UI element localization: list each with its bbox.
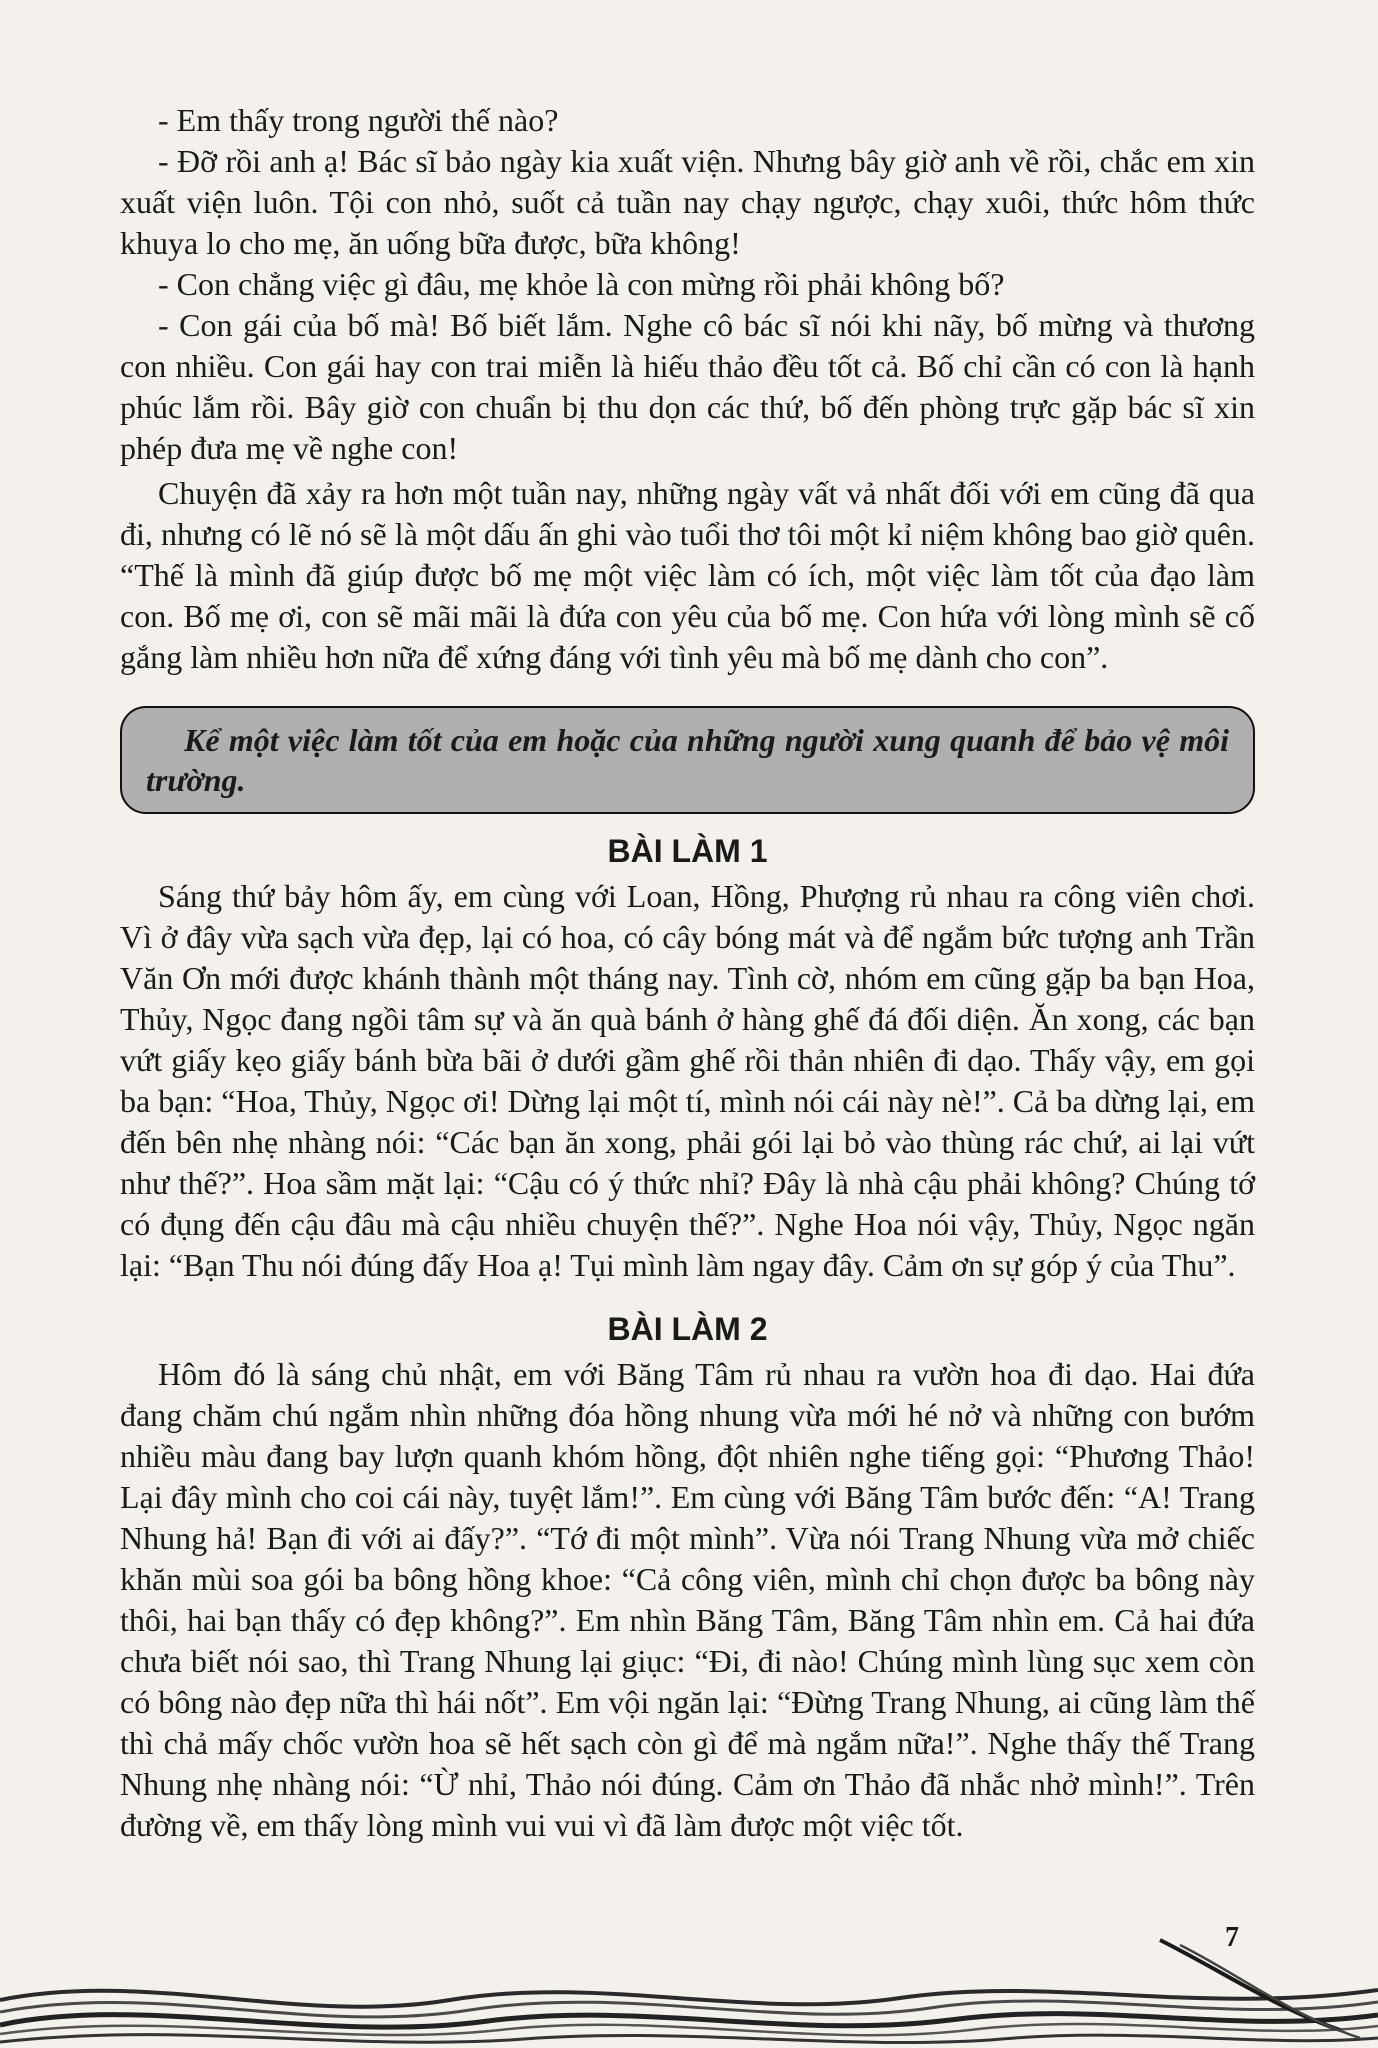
page-number: 7 [1225,1922,1239,1953]
essay2-heading: BÀI LÀM 2 [607,1311,768,1347]
page-content [120,100,1255,1846]
essay1-heading: BÀI LÀM 1 [607,833,768,869]
task-prompt: Kể một việc làm tốt của em hoặc của những người xung quanh để bảo vệ môi trường. [146,722,1229,798]
dialog-block [120,100,1255,469]
dialog-line: - Đỡ rồi anh ạ! Bác sĩ bảo ngày kia xuất viện. Nhưng bây giờ anh về rồi, chắc em xin xuất viện luôn. Tội con nhỏ, suốt cả tuần nay chạy ngược, chạy xuôi, thức hôm thức khuya lo cho mẹ, ăn uống bữa được, bữa không! [120,143,1255,261]
dialog-line: - Em thấy trong người thế nào? [158,102,559,138]
footer-wave-decoration [0,1930,1378,2048]
dialog-line: - Con gái của bố mà! Bố biết lắm. Nghe cô bác sĩ nói khi nãy, bố mừng và thương con nhiều. Con gái hay con trai miễn là hiếu thảo đều tốt cả. Bố chỉ cần có con là hạnh phúc lắm rồi. Bây giờ con chuẩn bị thu dọn các thứ, bố đến phòng trực gặp bác sĩ xin phép đưa mẹ về nghe con! [120,307,1255,466]
closing-paragraph: Chuyện đã xảy ra hơn một tuần nay, những ngày vất vả nhất đối với em cũng đã qua đi, nhưng có lẽ nó sẽ là một dấu ấn ghi vào tuổi thơ tôi một kỉ niệm không bao giờ quên. “Thế là mình đã giúp được bố mẹ một việc làm có ích, một việc làm tốt của đạo làm con. Bố mẹ ơi, con sẽ mãi mãi là đứa con yêu của bố mẹ. Con hứa với lòng mình sẽ cố gắng làm nhiều hơn nữa để xứng đáng với tình yêu mà bố mẹ dành cho con”. [120,475,1255,675]
task-box [120,706,1255,814]
dialog-line: - Con chẳng việc gì đâu, mẹ khỏe là con mừng rồi phải không bố? [158,266,1005,302]
essay2-text: Hôm đó là sáng chủ nhật, em với Băng Tâm rủ nhau ra vườn hoa đi dạo. Hai đứa đang chăm chú ngắm nhìn những đóa hồng nhung vừa mới hé nở và những con bướm nhiều màu đang bay lượn quanh khóm hồng, đột nhiên nghe tiếng gọi: “Phương Thảo! Lại đây mình cho coi cái này, tuyệt lắm!”. Em cùng với Băng Tâm bước đến: “A! Trang Nhung hả! Bạn đi với ai đấy?”. “Tớ đi một mình”. Vừa nói Trang Nhung vừa mở chiếc khăn mùi soa gói ba bông hồng khoe: “Cả công viên, mình chỉ chọn được ba bông này thôi, hai bạn thấy có đẹp không?”. Em nhìn Băng Tâm, Băng Tâm nhìn em. Cả hai đứa chưa biết nói sao, thì Trang Nhung lại giục: “Đi, đi nào! Chúng mình lùng sục xem còn có bông nào đẹp nữa thì hái nốt”. Em vội ngăn lại: “Đừng Trang Nhung, ai cũng làm thế thì chả mấy chốc vườn hoa sẽ hết sạch còn gì để mà ngắm nữa!”. Nghe thấy thế Trang Nhung nhẹ nhàng nói: “Ừ nhỉ, Thảo nói đúng. Cảm ơn Thảo đã nhắc nhở mình!”. Trên đường về, em thấy lòng mình vui vui vì đã làm được một việc tốt. [120,1356,1255,1843]
essay1-text: Sáng thứ bảy hôm ấy, em cùng với Loan, Hồng, Phượng rủ nhau ra công viên chơi. Vì ở đây vừa sạch vừa đẹp, lại có hoa, có cây bóng mát và để ngắm bức tượng anh Trần Văn Ơn mới được khánh thành một tháng nay. Tình cờ, nhóm em cũng gặp ba bạn Hoa, Thủy, Ngọc đang ngồi tâm sự và ăn quà bánh ở hàng ghế đá đối diện. Ăn xong, các bạn vứt giấy kẹo giấy bánh bừa bãi ở dưới gầm ghế rồi thản nhiên đi dạo. Thấy vậy, em gọi ba bạn: “Hoa, Thủy, Ngọc ơi! Dừng lại một tí, mình nói cái này nè!”. Cả ba dừng lại, em đến bên nhẹ nhàng nói: “Các bạn ăn xong, phải gói lại bỏ vào thùng rác chứ, ai lại vứt như thế?”. Hoa sầm mặt lại: “Cậu có ý thức nhỉ? Đây là nhà cậu phải không? Chúng tớ có đụng đến cậu đâu mà cậu nhiều chuyện thế?”. Nghe Hoa nói vậy, Thủy, Ngọc ngăn lại: “Bạn Thu nói đúng đấy Hoa ạ! Tụi mình làm ngay đây. Cảm ơn sự góp ý của Thu”. [120,878,1255,1283]
